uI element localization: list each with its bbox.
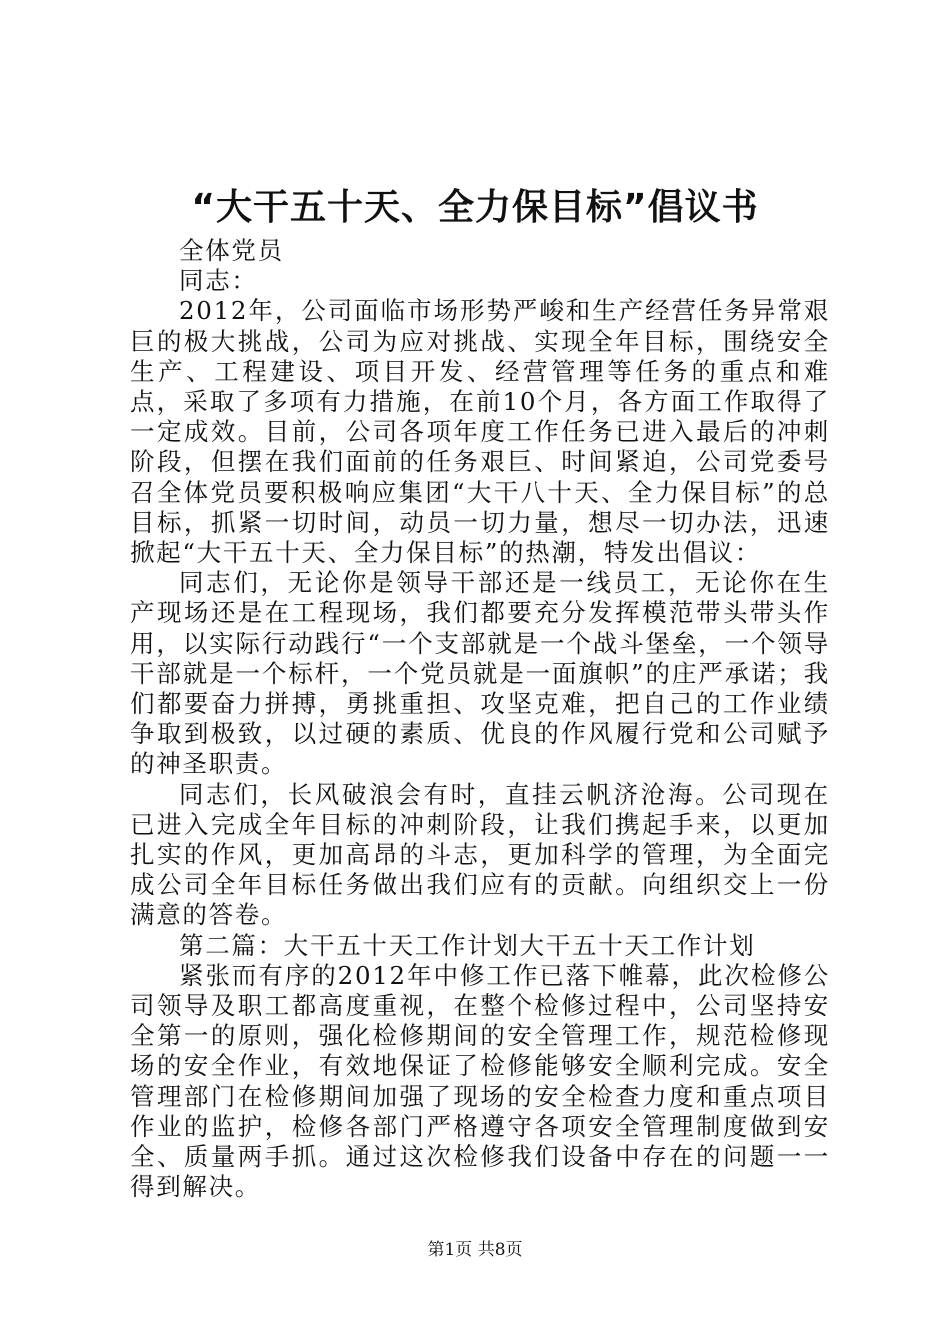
paragraph-4: 紧张而有序的2012年中修工作已落下帷幕，此次检修公司领导及职工都高度重视，在整个检修过程中，公司坚持安全第一的原则，强化检修期间的安全管理工作，规范检修现场的安全作业，有效地保证了检修能够安全顺利完成。安全管理部门在检修期间加强了现场的安全检查力度和重点项目作业的监护，检修各部门严格遵守各项安全管理制度做到安全、质量两手抓。通过这次检修我们设备中存在的问题一一得到解决。: [130, 960, 830, 1202]
section-heading: 第二篇：大干五十天工作计划大干五十天工作计划: [179, 930, 756, 960]
document-title: “大干五十天、全力保目标”倡议书: [191, 187, 759, 228]
paragraph-1: 2012年，公司面临市场形势严峻和生产经营任务异常艰巨的极大挑战，公司为应对挑战、实现全年目标，围绕安全生产、工程建设、项目开发、经营管理等任务的重点和难点，采取了多项有力措施，在前10个月，各方面工作取得了一定成效。目前，公司各项年度工作任务已进入最后的冲刺阶段，但摆在我们面前的任务艰巨、时间紧迫，公司党委号召全体党员要积极响应集团“大干八十天、全力保目标”的总目标，抓紧一切时间，动员一切力量，想尽一切办法，迅速掀起“大干五十天、全力保目标”的热潮，特发出倡议：: [130, 296, 830, 568]
document-body: [130, 236, 830, 1203]
paragraph-2: 同志们，无论你是领导干部还是一线员工，无论你在生产现场还是在工程现场，我们都要充分发挥模范带头带头作用，以实际行动践行“一个支部就是一个战斗堡垒，一个领导干部就是一个标杆，一个党员就是一面旗帜”的庄严承诺；我们都要奋力拼搏，勇挑重担、攻坚克难，把自己的工作业绩争取到极致，以过硬的素质、优良的作风履行党和公司赋予的神圣职责。: [130, 568, 830, 779]
paragraph-3: 同志们，长风破浪会有时，直挂云帆济沧海。公司现在已进入完成全年目标的冲刺阶段，让我们携起手来，以更加扎实的作风，更加高昂的斗志，更加科学的管理，为全面完成公司全年目标任务做出我们应有的贡献。向组织交上一份满意的答卷。: [130, 779, 830, 930]
page-number-footer: 第1页 共8页: [427, 1240, 523, 1260]
salutation-line-1: 全体党员: [179, 236, 284, 265]
salutation-line-2: 同志：: [179, 266, 258, 296]
